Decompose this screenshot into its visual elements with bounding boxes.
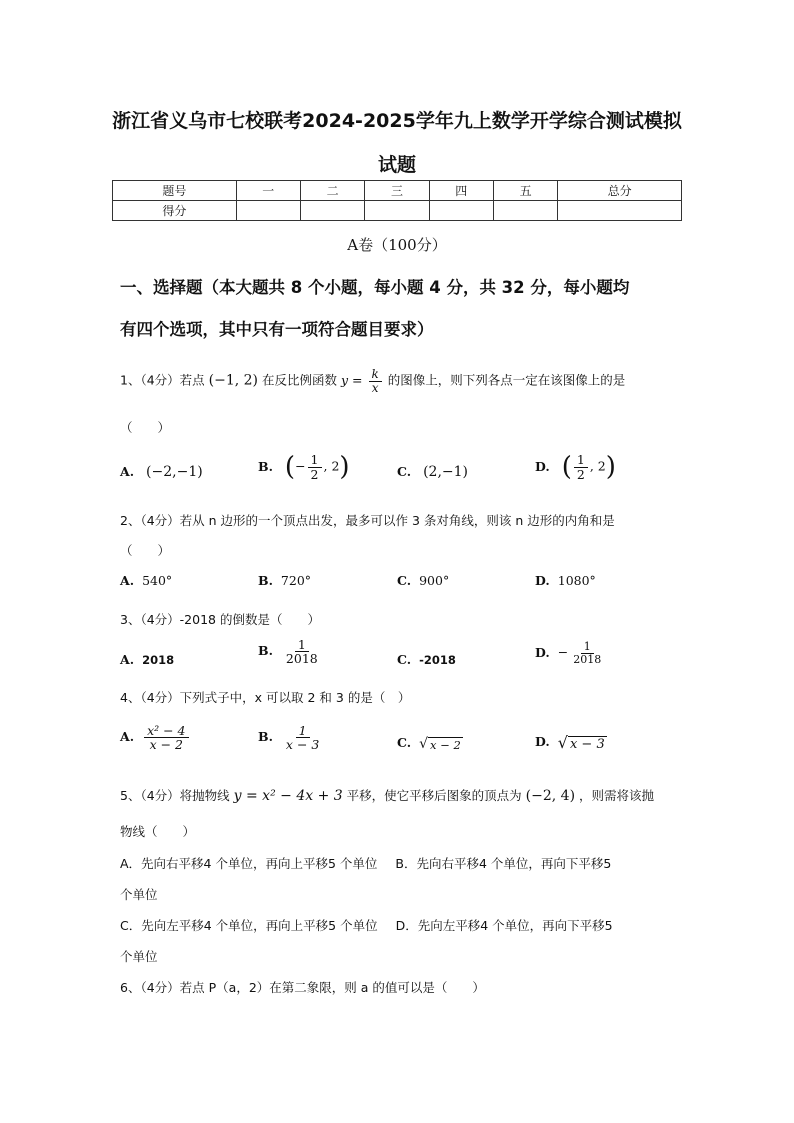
q1-answer-paren: （ ）	[120, 420, 171, 435]
question-2: 2、（4分）若从 n 边形的一个顶点出发，最多可以作 3 条对角线，则该 n 边形的内角和是	[120, 513, 615, 528]
right-paren: )	[339, 452, 350, 482]
square-root	[419, 736, 463, 752]
denominator: x − 2	[149, 737, 183, 753]
q4-option-c	[397, 735, 463, 752]
q2-answer-paren: （ ）	[120, 543, 171, 558]
q1-point: (−1, 2)	[208, 372, 259, 389]
q5-options-cd	[120, 916, 613, 934]
option-value-tail: , 2	[323, 458, 340, 474]
option-letter: A.	[120, 729, 135, 745]
option-value: 2018	[142, 653, 175, 667]
section-heading-continued: 有四个选项，其中只有一项符合题目要求）	[120, 320, 434, 339]
numerator: 1	[296, 724, 310, 738]
option-letter: A.	[120, 464, 135, 479]
score-cell: 一	[236, 181, 300, 201]
score-cell: 三	[365, 181, 429, 201]
question-3: 3、（4分）-2018 的倒数是（ ）	[120, 612, 320, 627]
option-letter: C.	[397, 735, 412, 750]
q2-option-c	[397, 573, 449, 588]
option-letter: A.	[120, 652, 135, 667]
option-value: 720°	[280, 573, 312, 588]
radical-sign: √	[557, 733, 568, 752]
q4-option-b	[258, 724, 324, 751]
q5-option-b: B．先向右平移4 个单位，再向下平移5	[395, 856, 612, 871]
denominator: x − 3	[285, 737, 320, 753]
q4-option-d	[535, 733, 607, 752]
q1-mid: 在反比例函数	[262, 372, 338, 388]
score-cell: 二	[300, 181, 364, 201]
q3-option-b	[258, 638, 323, 665]
q1-numerator: k	[369, 368, 382, 382]
score-table-header-row	[113, 181, 682, 201]
score-cell: 题号	[113, 181, 237, 201]
radicand: x − 3	[569, 737, 605, 752]
option-letter: C.	[397, 464, 412, 479]
q5-option-a: A．先向右平移4 个单位，再向上平移5 个单位	[120, 856, 378, 871]
score-table-score-row	[113, 201, 682, 221]
q5-option-d: D．先向左平移4 个单位，再向下平移5	[395, 918, 613, 933]
denominator: 2	[310, 466, 319, 482]
fraction	[574, 453, 588, 480]
score-cell: 五	[493, 181, 557, 201]
numerator: 1	[574, 453, 588, 467]
q2-option-b	[258, 573, 311, 588]
numerator: 1	[581, 641, 594, 654]
option-value-tail: , 2	[589, 458, 606, 474]
fraction	[144, 724, 188, 751]
q1-option-b	[258, 452, 350, 482]
option-letter: D.	[535, 573, 550, 588]
q2-option-d	[535, 573, 596, 588]
question-6: 6、（4分）若点 P（a，2）在第二象限，则 a 的值可以是（ ）	[120, 980, 485, 995]
exam-title: 浙江省义乌市七校联考2024-2025学年九上数学开学综合测试模拟	[112, 110, 682, 132]
option-letter: B.	[258, 458, 273, 474]
score-cell: 四	[429, 181, 493, 201]
option-value: 540°	[142, 573, 173, 588]
option-value: (−2,−1)	[146, 464, 203, 480]
q1-denominator: x	[371, 380, 379, 395]
numerator: 1	[308, 453, 322, 467]
option-letter: B.	[258, 729, 273, 745]
option-letter: C.	[397, 652, 412, 667]
score-cell	[558, 201, 682, 221]
question-1	[120, 368, 625, 394]
q5-option-d-continued: 个单位	[120, 949, 158, 964]
q5-option-b-continued: 个单位	[120, 887, 158, 902]
option-letter: D.	[535, 734, 550, 749]
q5-point: (−2, 4)	[525, 788, 576, 804]
fraction	[308, 453, 322, 480]
score-cell	[236, 201, 300, 221]
q5-expression: y = x² − 4x + 3	[233, 788, 343, 804]
q5-option-c: C．先向左平移4 个单位，再向上平移5 个单位	[120, 918, 378, 933]
exam-title-continued: 试题	[377, 154, 416, 176]
q2-option-a	[120, 573, 172, 588]
score-cell	[493, 201, 557, 221]
left-paren: (	[284, 452, 296, 482]
q1-option-a	[120, 464, 203, 480]
numerator: 1	[295, 638, 309, 652]
fraction	[283, 638, 321, 665]
score-cell	[300, 201, 364, 221]
option-letter: C.	[397, 573, 412, 588]
volume-label: A卷（100分）	[347, 236, 447, 254]
fraction	[283, 724, 322, 751]
q1-y-eq: y =	[341, 372, 363, 388]
option-value: 1080°	[557, 573, 596, 588]
denominator: 2	[576, 466, 585, 482]
option-letter: D.	[535, 644, 550, 660]
square-root	[558, 733, 607, 752]
score-cell: 总分	[558, 181, 682, 201]
q5-line-2: 物线（ ）	[120, 824, 196, 839]
option-value: (2,−1)	[423, 464, 468, 480]
q1-option-d	[535, 452, 616, 482]
q1-prefix: 1、（4分）若点	[120, 372, 205, 388]
option-letter: B.	[258, 643, 273, 659]
q3-option-a	[120, 652, 174, 667]
question-5	[120, 786, 654, 804]
option-letter: D.	[535, 458, 550, 474]
right-paren: )	[605, 452, 616, 482]
option-value: -2018	[419, 653, 456, 667]
score-cell	[429, 201, 493, 221]
q5-suffix: ，则需将该抛	[579, 788, 655, 803]
option-letter: A.	[120, 573, 135, 588]
left-paren: (	[561, 452, 572, 482]
score-table	[112, 180, 682, 221]
denominator: 2018	[285, 651, 318, 667]
q5-options-ab	[120, 854, 611, 872]
denominator: 2018	[573, 652, 602, 666]
fraction	[570, 641, 604, 665]
q5-mid: 平移，使它平移后图象的顶点为	[346, 788, 522, 803]
numerator: x² − 4	[144, 724, 188, 738]
q3-option-d	[535, 641, 606, 665]
minus-sign: −	[557, 644, 569, 660]
question-4: 4、（4分）下列式子中，x 可以取 2 和 3 的是（ ）	[120, 690, 411, 705]
q4-option-a	[120, 724, 191, 751]
score-cell	[365, 201, 429, 221]
minus-sign: −	[295, 458, 306, 474]
q3-option-c	[397, 652, 456, 667]
option-letter: B.	[258, 573, 273, 588]
option-value: 900°	[419, 573, 450, 588]
q1-suffix: 的图像上，则下列各点一定在该图像上的是	[387, 372, 626, 388]
score-cell: 得分	[113, 201, 237, 221]
q1-fraction	[369, 368, 382, 394]
radicand: x − 2	[430, 737, 461, 752]
q5-prefix: 5、（4分）将抛物线	[120, 788, 230, 803]
radical-sign: √	[419, 735, 429, 752]
section-heading: 一、选择题（本大题共 8 个小题，每小题 4 分，共 32 分，每小题均	[120, 278, 630, 297]
q1-option-c	[397, 464, 468, 480]
